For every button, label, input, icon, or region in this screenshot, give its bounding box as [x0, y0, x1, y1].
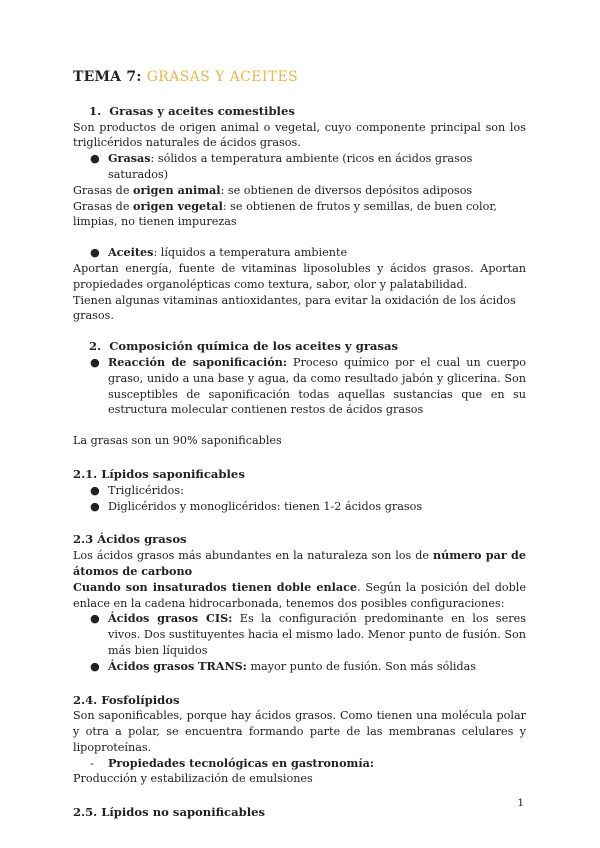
- section-2-5-heading: 2.5. Lípidos no saponificables: [73, 805, 266, 820]
- section-1-intro: Son productos de origen animal o vegetal, cuyo componente principal son los triglicéridos naturales de ácidos grasos.: [73, 120, 526, 150]
- bullet-icon: ●: [90, 659, 100, 673]
- origen-animal-line: Grasas de origen animal: se obtienen de diversos depósitos adiposos: [73, 182, 473, 197]
- list-item: ● Diglicéridos y monoglicéridos: tienen 1-2 ácidos grasos: [90, 499, 423, 513]
- bullet-icon: ●: [90, 612, 100, 626]
- bullet-icon: ●: [90, 499, 100, 513]
- aceites-paragraph: Aportan energía, fuente de vitaminas liposolubles y ácidos grasos. Aportan propiedades organolépticas como textura, sabor, olor y palatabilidad.: [73, 261, 526, 291]
- acidos-grasos-paragraph: Los ácidos grasos más abundantes en la naturaleza son los de número par de átomos de carbono: [73, 548, 526, 578]
- title-topic: GRASAS Y ACEITES: [146, 69, 299, 85]
- section-2-heading: 2. Composición química de los aceites y grasas: [89, 339, 399, 354]
- section-2-4-heading: 2.4. Fosfolípidos: [73, 692, 180, 707]
- page-number: 1: [517, 797, 524, 809]
- list-item-saponificacion: ● Reacción de saponificación: Proceso químico por el cual un cuerpo graso, unido a una base y agua, da como resultado jabón y glicerina. Son susceptibles de saponificación todas aquellas sustancias que en su estructura molecular contienen restos de ácidos grasos: [90, 354, 527, 417]
- insaturados-paragraph: Cuando son insaturados tienen doble enlace. Según la posición del doble enlace en la cadena hidrocarbonada, tenemos dos posibles configuraciones:: [73, 579, 527, 610]
- list-item: ● Triglicéridos:: [90, 483, 184, 497]
- bullet-icon: ●: [90, 355, 100, 369]
- bullet-icon: ●: [90, 152, 100, 166]
- list-item-cis: ● Ácidos grasos CIS: Es la configuración predominante en los seres vivos. Dos sustituyentes hacia el mismo lado. Menor punto de fusión. Son más bien líquidos: [90, 611, 526, 657]
- saponificables-percent: La grasas son un 90% saponificables: [73, 434, 282, 448]
- section-2-3-heading: 2.3 Ácidos grasos: [73, 532, 187, 547]
- list-item-propiedades: - Propiedades tecnológicas en gastronomía:: [90, 755, 374, 770]
- origen-vegetal-line: Grasas de origen vegetal: se obtienen de frutos y semillas, de buen color, limpias, no tienen impurezas: [73, 198, 497, 229]
- emulsiones-line: Producción y estabilización de emulsiones: [73, 772, 313, 786]
- document-body: [73, 70, 526, 821]
- list-item-trans: ● Ácidos grasos TRANS: mayor punto de fusión. Son más sólidas: [90, 658, 477, 673]
- bullet-icon: ●: [90, 246, 100, 260]
- dash-icon: -: [90, 756, 94, 770]
- aceites-paragraph-2: Tienen algunas vitaminas antioxidantes, para evitar la oxidación de los ácidos grasos.: [73, 293, 516, 323]
- section-2-1-heading: 2.1. Lípidos saponificables: [73, 466, 245, 481]
- section-1-heading: 1. Grasas y aceites comestibles: [89, 103, 295, 118]
- list-item-aceites: ● Aceites: líquidos a temperatura ambiente: [90, 245, 348, 260]
- page-title: TEMA 7: GRASAS Y ACEITES: [73, 69, 299, 85]
- list-item-grasas: ● Grasas: sólidos a temperatura ambiente (ricos en ácidos grasos saturados): [90, 151, 473, 181]
- bullet-icon: ●: [90, 483, 100, 497]
- fosfolipidos-paragraph: Son saponificables, porque hay ácidos grasos. Como tienen una molécula polar y otra a polar, se encuentra formando parte de las membranas celulares y lipoproteínas.: [73, 709, 526, 754]
